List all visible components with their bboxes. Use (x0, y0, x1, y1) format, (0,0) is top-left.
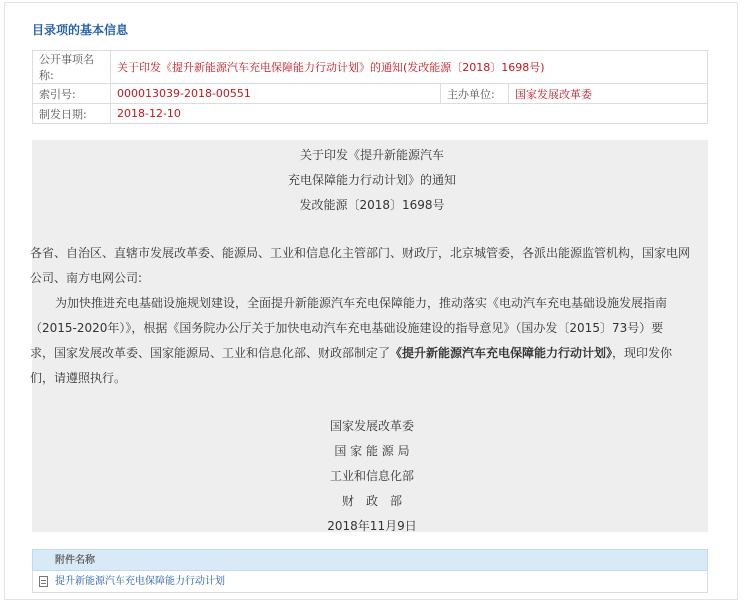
recipients-line2: 公司、南方电网公司: (30, 271, 143, 285)
plan-title-bold: 《提升新能源汽车充电保障能力行动计划》 (390, 346, 613, 360)
index-label: 索引号: (33, 84, 111, 104)
body-line3-a: 求，国家发展改革委、国家能源局、工业和信息化部、财政部制定了 (30, 346, 391, 360)
recipients-line1: 各省、自治区、直辖市发展改革委、能源局、工业和信息化主管部门、财政厅，北京城管委，各派出能源监管机构，国家电网 (30, 246, 691, 260)
signatory-nea: 国 家 能 源 局 (334, 444, 410, 458)
host-label: 主办单位: (441, 84, 509, 104)
body-line3 (30, 340, 710, 366)
body-line2: （2015-2020年）》，根据《国务院办公厅关于加快电动汽车充电基础设施建设的指导意见》（国办发〔2015〕73号）要 (30, 321, 664, 335)
info-row-index (33, 84, 708, 104)
info-row-date (33, 104, 708, 124)
attachment-item[interactable] (32, 571, 708, 593)
info-table (32, 50, 708, 124)
document-icon (39, 576, 48, 587)
info-row-name (33, 51, 708, 84)
attachment-link[interactable]: 提升新能源汽车充电保障能力行动计划 (55, 576, 225, 587)
host-value: 国家发展改革委 (509, 84, 708, 104)
signatory-mof: 财 政 部 (341, 494, 402, 508)
name-label: 公开事项名称: (33, 51, 111, 84)
date-value: 2018-12-10 (111, 104, 708, 124)
doc-title-line2: 充电保障能力行动计划》的通知 (287, 173, 456, 187)
sign-date: 2018年11月9日 (327, 519, 417, 533)
body-line4: 们，请遵照执行。 (30, 371, 127, 385)
doc-title-line1: 关于印发《提升新能源汽车 (299, 148, 444, 162)
signatory-ndrc: 国家发展改革委 (329, 419, 414, 433)
date-label: 制发日期: (33, 104, 111, 124)
section-title: 目录项的基本信息 (32, 23, 129, 37)
name-value: 关于印发《提升新能源汽车充电保障能力行动计划》的通知(发改能源〔2018〕1698号) (111, 51, 708, 84)
index-value: 000013039-2018-00551 (111, 84, 441, 104)
signatory-miit: 工业和信息化部 (329, 469, 414, 483)
body-line1: 为加快推进充电基础设施规划建设，全面提升新能源汽车充电保障能力，推动落实《电动汽车充电基础设施发展指南 (55, 296, 668, 310)
attachments-header: 附件名称 (32, 549, 708, 571)
doc-number: 发改能源〔2018〕1698号 (299, 198, 445, 212)
body-line3-c: ，现印发你 (612, 346, 673, 360)
